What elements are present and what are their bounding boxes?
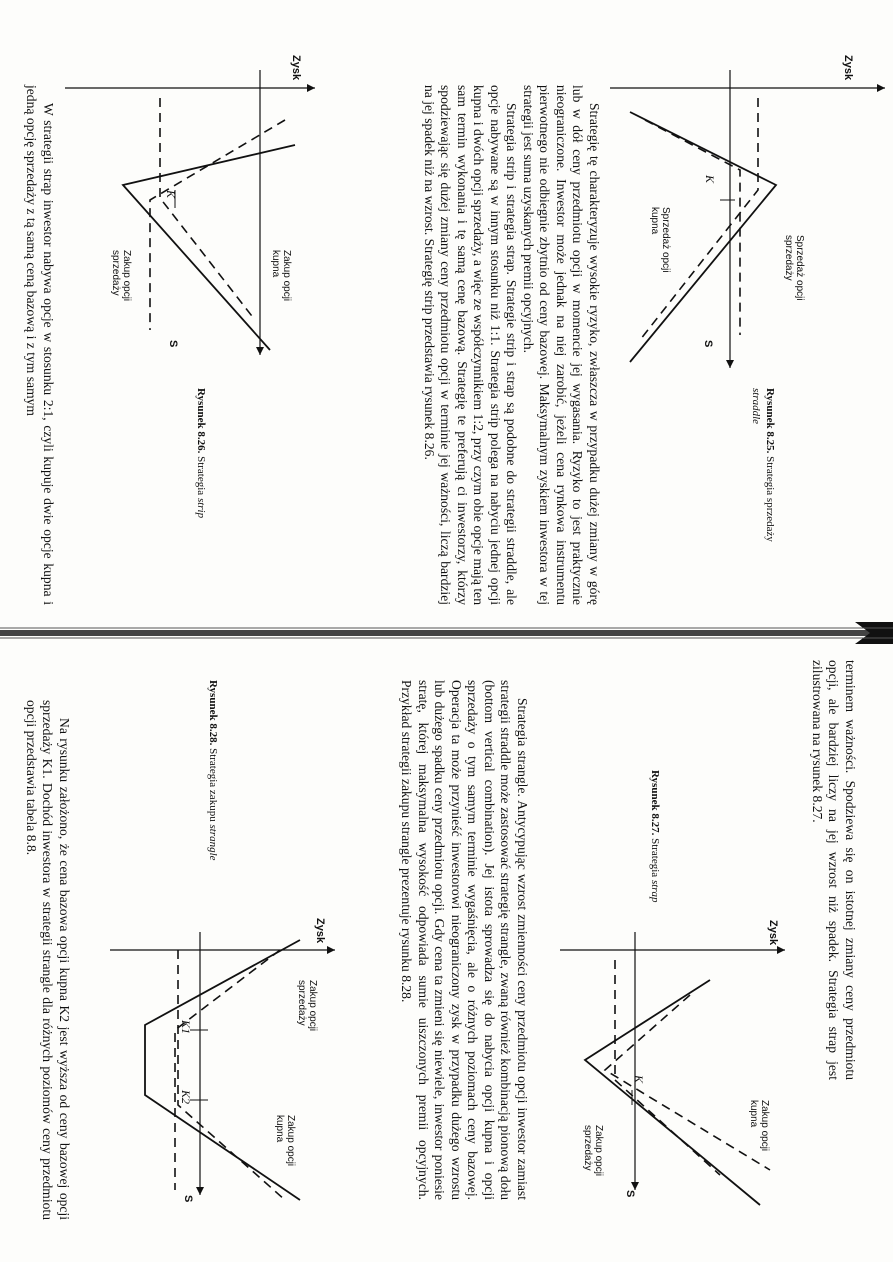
fig826-axis-zysk: Zysk — [290, 55, 302, 81]
caption-text: Strategia — [649, 838, 661, 878]
fig826-k-label: K — [164, 190, 178, 199]
fig827-axis-s: S — [624, 1190, 636, 1198]
axis-arrow-zysk — [877, 84, 885, 92]
paragraph: Strategia strangle. Antycypując wzrost zmienności ceny przedmiotu opcji inwestor zamiast strategii straddle może zastosować strategię strangle, zwaną również kombinacją pionową dołu (bottom vertical combination). Jej istota sprowadza się do nabycia opcji kupna i opcji sprzedaży o tym samym terminie wygaśnięcia, ale o różnych poziomach ceny bazowej. Operacja ta może przynieść inwestorowi nieograniczony zysk w przypadku dużego wzrostu lub dużego spadku ceny przedmiotu opcji. Gdy cena ta zmieni się niewiele, inwestor poniesie stratę, której maksymalna wysokość odpowiada sumie uiszczonych premii opcyjnych. Przykład strategii zakupu strangle prezentuje rysunku 8.28. — [399, 680, 530, 1200]
fig827-label-buy-call: Zakup opcji kupna — [748, 1100, 770, 1152]
fig828-label-buy-call: Zakup opcji kupna — [274, 1115, 296, 1167]
caption-text: Strategia zakupu — [207, 748, 219, 822]
caption-text: Strategia sprzedaży — [764, 456, 776, 542]
paragraph: Strategię tę charakteryzuje wysokie ryzyko, zwłaszcza w przypadku dużej zmiany w górę lub w dół ceny przedmiotu opcji w momencie jej wygasania. Ryzyko to jest praktycznie nieograniczone. Inwestor może jednak na niej zarobić, jeżeli cena rynkowa instrumentu pierwotnego nie odbiegnie zbytnio od ceny bazowej. Maksymalnym zyskiem inwestora w tej strategii jest suma uzyskanych premii opcyjnych. — [521, 85, 602, 605]
fig825-label-sell-call: Sprzedaż opcji kupna — [649, 207, 671, 273]
bottom-text-block-2 — [398, 680, 530, 1200]
fig827-caption — [648, 770, 662, 910]
caption-italic: strangle — [207, 824, 219, 861]
fig825-axis-zysk: Zysk — [842, 55, 854, 81]
fig827-k-label: K — [632, 1075, 646, 1084]
paragraph: Na rysunku założono, że cena bazowa opcji kupna K2 jest wyższa od ceny bazowej opcji sprzedaży K1. Dochód inwestora w strategii strangle dla różnych poziomów ceny przedmiotu opcji przedstawia tabela 8.8. — [24, 700, 72, 1220]
fig825-label-sell-put: Sprzedaż opcji sprzedaży — [783, 235, 805, 301]
axis-arrow-s — [256, 347, 264, 355]
book-spine — [0, 622, 893, 644]
caption-italic: strap — [649, 879, 661, 903]
caption-number: Rysunek 8.27. — [649, 770, 661, 836]
fig826-label-buy-put: Zakup opcji sprzedaży — [110, 250, 132, 302]
fig827-axis-zysk: Zysk — [767, 920, 779, 946]
fig825-k-label: K — [703, 175, 717, 184]
bottom-text-block-1 — [809, 660, 859, 1080]
fig826-label-buy-call: Zakup opcji kupna — [270, 250, 292, 302]
fig828-label-buy-put: Zakup opcji sprzedaży — [296, 980, 318, 1032]
fig827-label-buy-put: Zakup opcji sprzedaży — [582, 1125, 604, 1177]
spine-shadow — [0, 630, 893, 636]
bottom-text-block-3 — [23, 700, 73, 1220]
fig828-caption — [206, 680, 220, 910]
axis-arrow-zysk — [777, 946, 785, 954]
payoff-line-solid — [585, 980, 760, 1205]
payoff-line-dashed-1 — [175, 950, 280, 1190]
caption-number: Rysunek 8.26. — [195, 388, 207, 454]
fig825-axis-s: S — [702, 340, 714, 348]
paragraph: Strategia strip i strategia strap. Strategie strip i strap są podobne do strategii straddle, ale opcje nabywane są w innym stosunku niż 1:1. Strategia strip polega na nabyciu jednej opcji kupna i dwóch opcji sprzedaży, a więc ze współczynnikiem 1:2, przy czym obie opcje mają ten sam termin wykonania i tę samą cenę bazową. Strategię te preferują ci inwestorzy, którzy spodziewając się dużej zmiany ceny przedmiotu opcji w terminie jej ważności, liczą bardziej na jej spadek niż na wzrost. Strategię strip przedstawia rysunek 8.26. — [422, 85, 520, 605]
fig828-k1-label: K1 — [179, 1020, 193, 1035]
figure-8-28 — [110, 920, 340, 1220]
caption-number: Rysunek 8.28. — [207, 680, 219, 746]
fig826-caption — [194, 388, 208, 578]
top-text-block-2 — [23, 85, 56, 605]
caption-number: Rysunek 8.25. — [764, 388, 776, 454]
caption-italic: strip — [195, 497, 207, 519]
fig826-axis-s: S — [167, 340, 179, 348]
paragraph: terminem ważności. Spodziewa się on istotnej zmiany ceny przedmiotu opcji, ale bardziej liczy na jej wzrost niż spadek. Strategia strap jest zilustrowana na rysunek 8.27. — [810, 660, 858, 1080]
axis-arrow-s — [631, 1182, 639, 1190]
top-text-block — [421, 85, 603, 605]
payoff-line-dashed-2 — [615, 960, 720, 1175]
paragraph: W strategii strap inwestor nabywa opcje w stosunku 2:1, czyli kupuje dwie opcje kupna i jedną opcję sprzedaży z tą samą ceną bazową i z tym samym — [24, 85, 56, 605]
fig828-axis-s: S — [182, 1195, 194, 1203]
payoff-line-dashed-2 — [160, 98, 255, 320]
fig828-k2-label: K2 — [179, 1090, 193, 1105]
axis-arrow-s — [726, 360, 734, 368]
axis-arrow-zysk — [327, 946, 335, 954]
axis-arrow-zysk — [307, 84, 315, 92]
fig825-caption — [749, 388, 777, 598]
caption-text: Strategia — [195, 456, 207, 496]
axis-arrow-s — [196, 1187, 204, 1195]
caption-italic: straddle — [750, 388, 762, 425]
fig828-axis-zysk: Zysk — [314, 918, 326, 944]
figure-8-25 — [600, 50, 890, 380]
